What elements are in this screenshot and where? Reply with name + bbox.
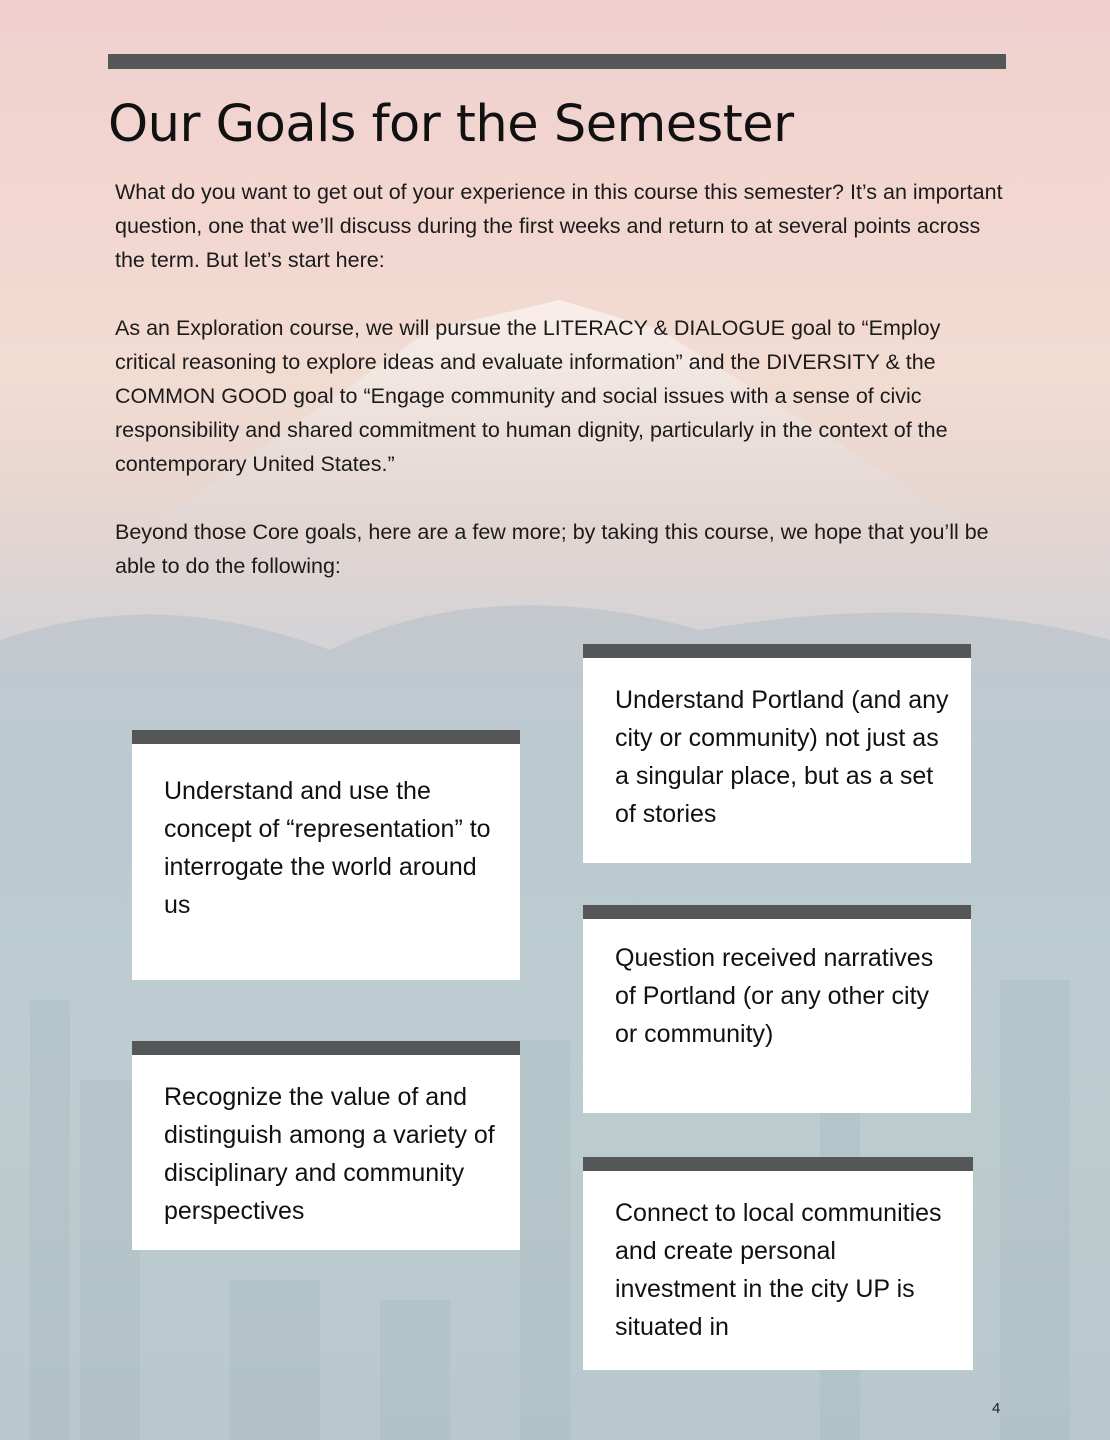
page-title: Our Goals for the Semester: [108, 95, 794, 154]
intro-paragraph: As an Exploration course, we will pursue the LITERACY & DIALOGUE goal to “Employ critical reasoning to explore ideas and evaluate information” and the DIVERSITY & the COMMON GOOD goal to “Engage community and social issues with a sense of civic responsibility and shared commitment to human dignity, particularly in the context of the contemporary United States.”: [115, 316, 948, 476]
goal-card-local-communities: [583, 1157, 973, 1370]
goal-card-text: Question received narratives of Portland (or any other city or community): [615, 944, 934, 1048]
goal-card-bar: [583, 905, 971, 919]
goal-card-perspectives: [132, 1041, 520, 1250]
goal-card-bar: [132, 730, 520, 744]
goal-card-received-narratives: [583, 905, 971, 1113]
goal-card-text: Recognize the value of and distinguish among a variety of disciplinary and community perspectives: [164, 1083, 495, 1225]
goal-card-text: Understand and use the concept of “representation” to interrogate the world around us: [164, 777, 491, 919]
page-number: 4: [992, 1400, 1001, 1417]
goal-card-text: Connect to local communities and create personal investment in the city UP is situated in: [615, 1199, 942, 1341]
intro-paragraph: Beyond those Core goals, here are a few more; by taking this course, we hope that you’ll be able to do the following:: [115, 520, 989, 578]
intro-paragraph: What do you want to get out of your experience in this course this semester? It’s an important question, one that we’ll discuss during the first weeks and return to at several points across the term. But let’s start here:: [115, 180, 1003, 272]
goal-card-text: Understand Portland (and any city or community) not just as a singular place, but as a set of stories: [615, 686, 949, 828]
goal-card-representation: [132, 730, 520, 980]
header-divider-bar: [108, 54, 1006, 69]
goal-card-bar: [583, 644, 971, 658]
intro-text: [115, 175, 1005, 617]
goal-card-bar: [132, 1041, 520, 1055]
goal-card-bar: [583, 1157, 973, 1171]
goal-card-portland-stories: [583, 644, 971, 863]
